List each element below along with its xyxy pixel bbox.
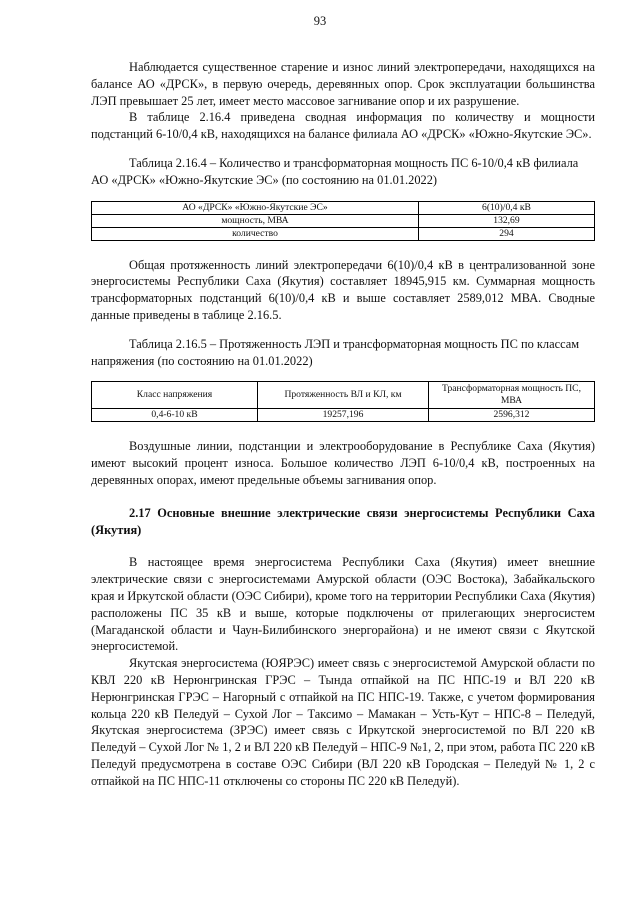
table1-caption: Таблица 2.16.4 – Количество и трансформаторная мощность ПС 6-10/0,4 кВ филиала АО «ДРСК» «Южно-Якутские ЭС» (по состоянию на 01.01.2022) bbox=[91, 155, 579, 187]
table-substations bbox=[91, 201, 595, 241]
paragraph-wear-lines: Воздушные линии, подстанции и электрооборудование в Республике Саха (Якутия) имеют высокий процент износа. Большое количество ЛЭП 6-10/0,4 кВ, построенных на деревянных опорах, имеют предельные объемы загнивания опор. bbox=[91, 439, 595, 487]
column-header: Класс напряжения bbox=[92, 382, 258, 409]
section-heading: 2.17 Основные внешние электрические связи энергосистемы Республики Саха (Якутия) bbox=[91, 505, 595, 537]
paragraph-wear: Наблюдается существенное старение и износ линий электропередачи, находящихся на балансе АО «ДРСК», в первую очередь, деревянных опор. Срок эксплуатации большинства ЛЭП превышает 25 лет, имеет место массовое загнивание опор и их разрушение. bbox=[91, 60, 595, 108]
table-cell: АО «ДРСК» «Южно-Якутские ЭС» bbox=[92, 201, 419, 214]
paragraph-table-intro: В таблице 2.16.4 приведена сводная информация по количеству и мощности подстанций 6-10/0,4 кВ, находящихся на балансе филиала АО «ДРСК» «Южно-Якутские ЭС». bbox=[91, 110, 595, 142]
table-cell: 0,4-6-10 кВ bbox=[92, 409, 258, 422]
column-header: Трансформаторная мощность ПС, МВА bbox=[429, 382, 595, 409]
table-cell: мощность, МВА bbox=[92, 214, 419, 227]
table-cell: 132,69 bbox=[418, 214, 594, 227]
column-header: Протяженность ВЛ и КЛ, км bbox=[257, 382, 428, 409]
document-body bbox=[91, 59, 595, 790]
table-row bbox=[92, 214, 595, 227]
table-cell: 2596,312 bbox=[429, 409, 595, 422]
paragraph-yakut-system: Якутская энергосистема (ЮЯРЭС) имеет связь с энергосистемой Амурской области по КВЛ 220 кВ Нерюнгринская ГРЭС – Тында отпайкой на ПС НПС-19 и ВЛ 220 кВ Нерюнгринская ГРЭС – Нагорный с отпайкой на ПС НПС-19. Также, с учетом формирования кольца 220 кВ Пеледуй – Сухой Лог – Таксимо – Мамакан – Усть-Кут – НПС-8 – Пеледуй, Якутская энергосистема (ЗРЭС) имеет связь с Иркутской энергосистемой по ВЛ 220 кВ Пеледуй – Сухой Лог № 1, 2 и ВЛ 220 кВ Пеледуй – НПС-9 №1, 2, при этом, работа ПС 220 кВ Пеледуй предусмотрена в составе ОЭС Сибири (ВЛ 220 кВ Городская – Пеледуй № 1, 2 с отпайкой на ПС НПС-11 отключены со стороны ПС 220 кВ Пеледуй). bbox=[91, 656, 595, 788]
page-number: 93 bbox=[313, 14, 327, 28]
table-voltage-classes bbox=[91, 381, 595, 422]
paragraph-external-links: В настоящее время энергосистема Республики Саха (Якутия) имеет внешние электрические связи с энергосистемами Амурской области (ОЭС Востока), Забайкальского края и Иркутской области (ОЭС Сибири), кроме того на территории Республики Саха (Якутия) расположены ПС 35 кВ и выше, которые подключены от прилегающих энергосистем (Магаданской области и Чаун-Билибинского энергорайона) и не имеют связи с Якутской энергосистемой. bbox=[91, 555, 595, 654]
paragraph-total-length: Общая протяженность линий электропередачи 6(10)/0,4 кВ в централизованной зоне энергосистемы Республики Саха (Якутия) составляет 18945,915 км. Суммарная мощность трансформаторных подстанций 6(10)/0,4 кВ и выше составляет 2589,012 МВА. Сводные данные приведены в таблице 2.16.5. bbox=[91, 257, 595, 322]
table2-caption: Таблица 2.16.5 – Протяженность ЛЭП и трансформаторная мощность ПС по классам напряжения (по состоянию на 01.01.2022) bbox=[91, 336, 580, 368]
table-cell: количество bbox=[92, 227, 419, 240]
table-cell: 19257,196 bbox=[257, 409, 428, 422]
table-row bbox=[92, 201, 595, 214]
table-row bbox=[92, 227, 595, 240]
table-header-row bbox=[92, 382, 595, 409]
table-cell: 6(10)/0,4 кВ bbox=[418, 201, 594, 214]
table-cell: 294 bbox=[418, 227, 594, 240]
table-row bbox=[92, 409, 595, 422]
